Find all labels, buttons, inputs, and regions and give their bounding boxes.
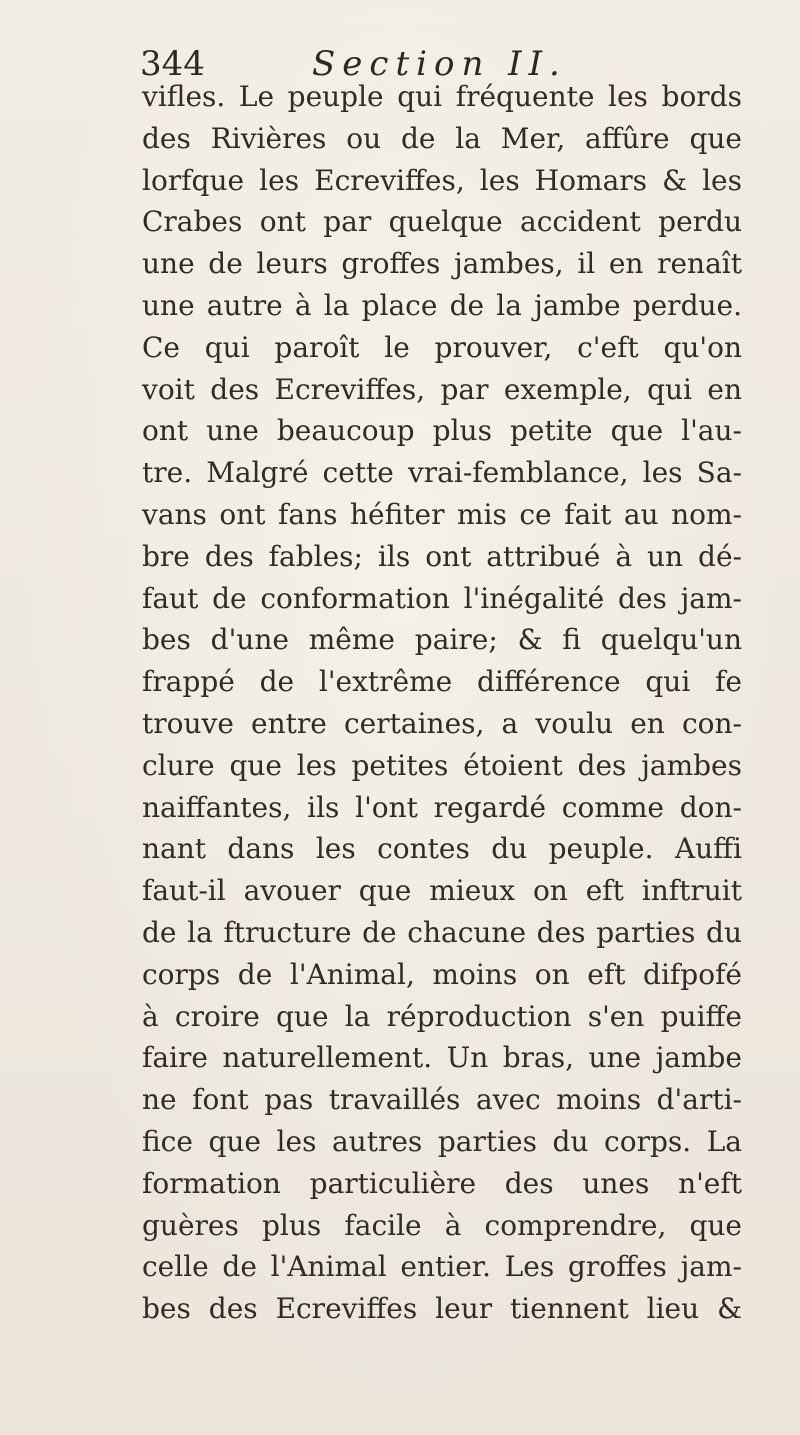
page-number: 344 bbox=[140, 44, 205, 84]
text-line: bes d'une même paire; & fi quelqu'un bbox=[142, 623, 742, 657]
text-line: ont une beaucoup plus petite que l'au- bbox=[142, 414, 742, 448]
text-line: trouve entre certaines, a voulu en con- bbox=[142, 706, 742, 740]
text-line: frappé de l'extrême différence qui fe bbox=[142, 665, 742, 699]
text-line: celle de l'Animal entier. Les groffes jam- bbox=[142, 1250, 742, 1284]
text-line: voit des Ecreviffes, par exemple, qui en bbox=[142, 372, 742, 406]
text-line: bes des Ecreviffes leur tiennent lieu & bbox=[142, 1292, 742, 1326]
text-line: vifles. Le peuple qui fréquente les bords bbox=[142, 80, 742, 113]
text-line: nant dans les contes du peuple. Auffi bbox=[142, 832, 742, 866]
text-line: vans ont fans héfiter mis ce fait au nom- bbox=[142, 497, 742, 531]
text-line: guères plus facile à comprendre, que bbox=[142, 1208, 742, 1242]
text-line: tre. Malgré cette vrai-femblance, les Sa- bbox=[142, 456, 742, 490]
section-title: Section II. bbox=[312, 44, 567, 84]
text-line: clure que les petites étoient des jambes bbox=[142, 748, 742, 782]
text-line: de la ftructure de chacune des parties du bbox=[142, 915, 742, 949]
text-line: corps de l'Animal, moins on eft difpofé bbox=[142, 957, 742, 991]
text-line: une de leurs groffes jambes, il en renaît bbox=[142, 247, 742, 281]
text-line: ne font pas travaillés avec moins d'arti- bbox=[142, 1083, 742, 1117]
text-line: faut-il avouer que mieux on eft inftruit bbox=[142, 874, 742, 908]
text-line: faire naturellement. Un bras, une jambe bbox=[142, 1041, 742, 1075]
text-line: fice que les autres parties du corps. La bbox=[142, 1124, 742, 1158]
text-line: une autre à la place de la jambe perdue. bbox=[142, 288, 742, 322]
text-line: lorfque les Ecreviffes, les Homars & les bbox=[142, 163, 742, 197]
text-line: des Rivières ou de la Mer, affûre que bbox=[142, 121, 742, 155]
body-text bbox=[142, 76, 742, 1330]
text-line: faut de conformation l'inégalité des jam- bbox=[142, 581, 742, 615]
text-line: bre des fables; ils ont attribué à un dé- bbox=[142, 539, 742, 573]
text-line: Crabes ont par quelque accident perdu bbox=[142, 205, 742, 239]
text-line: formation particulière des unes n'eft bbox=[142, 1166, 742, 1200]
text-line: naiffantes, ils l'ont regardé comme don- bbox=[142, 790, 742, 824]
text-line: à croire que la réproduction s'en puiffe bbox=[142, 999, 742, 1033]
text-line: Ce qui paroît le prouver, c'eft qu'on bbox=[142, 330, 742, 364]
